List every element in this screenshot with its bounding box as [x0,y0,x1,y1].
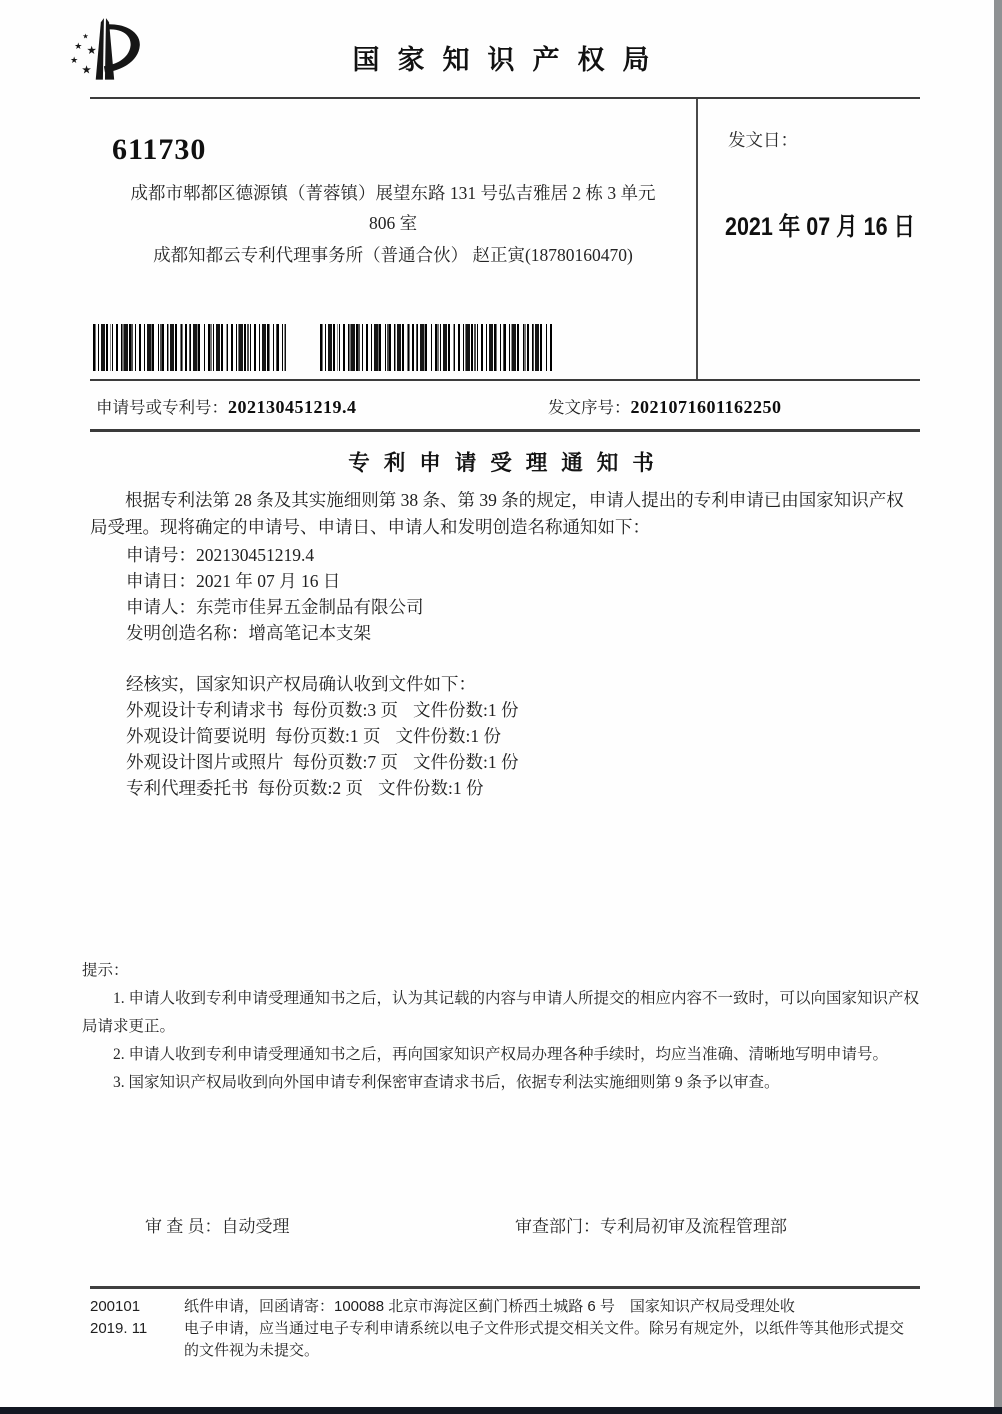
form-footer [90,1286,920,1362]
doc-copies: 文件份数:1 份 [413,752,519,772]
field-label: 申请人： [126,597,196,617]
barcode-row [90,324,696,371]
spacer [90,646,920,671]
department-group [515,1212,787,1237]
application-number-group [96,394,357,418]
form-code: 200101 [90,1298,141,1315]
footer-instructions [184,1296,920,1362]
doc-pages: 每份页数:2 页 [257,778,363,798]
field-label: 申请号： [126,545,196,565]
received-documents [90,671,920,801]
intro-paragraph: 根据专利法第 28 条及其实施细则第 38 条、第 39 条的规定，申请人提出的专利申请已由国家知识产权局受理。现将确定的申请号、申请日、申请人和发明创造名称通知如下： [90,490,904,537]
address-line-2: 806 室 [368,213,418,233]
received-doc-row [126,749,920,775]
field-value: 东莞市佳昇五金制品有限公司 [196,597,424,617]
doc-name: 专利代理委托书 [126,778,249,798]
issue-date-value: 2021 年 07 月 16 日 [725,213,916,241]
emblem-star-1: ★ [82,32,89,41]
field-applicant [126,594,920,620]
footer-line-electronic: 电子申请，应当通过电子专利申请系统以电子文件形式提交相关文件。除另有规定外，以纸件等其他形式提交的文件视为未提交。 [184,1320,905,1359]
scan-edge-right [994,0,1002,1414]
examiner-group [145,1212,290,1237]
tip-item-3: 3. 国家知识产权局收到向外国申请专利保密审查请求书后，依据专利法实施细则第 9 条予以审查。 [113,1074,780,1091]
emblem-star-4: ★ [70,55,79,66]
doc-pages: 每份页数:7 页 [292,752,398,772]
application-fields [90,542,920,646]
delivery-address-cell [90,99,698,379]
recipient-agency-line: 成都知都云专利代理事务所（普通合伙） 赵正寅(18780160470) [153,245,633,265]
field-value: 增高笔记本支架 [248,623,371,643]
received-heading: 经核实，国家知识产权局确认收到文件如下： [126,674,476,694]
tips-heading: 提示： [82,962,129,979]
reference-number-row [90,381,920,432]
notice-title: 专利申请受理通知书 [348,451,668,475]
field-value: 2021 年 07 月 16 日 [196,571,341,591]
emblem-star-5: ★ [81,64,92,77]
issue-date-label: 发文日： [728,130,798,150]
scan-edge-bottom [0,1407,1002,1414]
doc-name: 外观设计专利请求书 [126,700,284,720]
form-code-column [90,1296,184,1362]
serial-number-group [548,394,782,418]
emblem-star-2: ★ [74,40,83,51]
notice-body [90,487,920,801]
field-invention-title [126,620,920,646]
doc-pages: 每份页数:1 页 [275,726,381,746]
field-application-no [126,542,920,568]
issue-date-cell [698,99,920,379]
application-number-value: 202130451219.4 [228,397,357,417]
received-doc-row [126,775,920,801]
field-label: 申请日： [126,571,196,591]
tip-item-1: 1. 申请人收到专利申请受理通知书之后，认为其记载的内容与申请人所提交的相应内容不一致时，可以向国家知识产权局请求更正。 [82,990,920,1035]
address-line-1: 成都市郫都区德源镇（菁蓉镇）展望东路 131 号弘吉雅居 2 栋 3 单元 [130,183,656,203]
doc-name: 外观设计简要说明 [126,726,266,746]
received-doc-row [126,697,920,723]
examiner-label: 审 查 员： [145,1217,222,1236]
org-title: 国家知识产权局 [352,45,668,75]
delivery-box [90,97,920,381]
postal-code: 611730 [112,133,207,166]
department-value: 专利局初审及流程管理部 [600,1217,787,1236]
field-label: 发明创造名称： [126,623,249,643]
tip-item-2: 2. 申请人收到专利申请受理通知书之后，再向国家知识产权局办理各种手续时，均应当准确、清晰地写明申请号。 [113,1046,889,1063]
signoff-row [90,1212,920,1242]
doc-pages: 每份页数:3 页 [292,700,398,720]
examiner-value: 自动受理 [221,1217,290,1236]
serial-number-value: 2021071601162250 [630,397,782,417]
department-label: 审查部门： [515,1217,600,1236]
received-doc-row [126,723,920,749]
doc-copies: 文件份数:1 份 [395,726,501,746]
doc-copies: 文件份数:1 份 [413,700,519,720]
barcode-right [320,324,552,371]
form-date: 2019. 11 [90,1320,148,1337]
application-number-label: 申请号或专利号： [96,398,228,417]
doc-name: 外观设计图片或照片 [126,752,284,772]
tips-section [82,957,924,1097]
footer-line-paper: 纸件申请，回函请寄：100088 北京市海淀区蓟门桥西土城路 6 号 国家知识产权局受理处收 [184,1298,795,1315]
emblem-star-3: ★ [86,45,97,57]
doc-copies: 文件份数:1 份 [378,778,484,798]
barcode-left [93,324,286,371]
serial-number-label: 发文序号： [548,398,631,417]
field-application-date [126,568,920,594]
field-value: 202130451219.4 [196,545,315,565]
